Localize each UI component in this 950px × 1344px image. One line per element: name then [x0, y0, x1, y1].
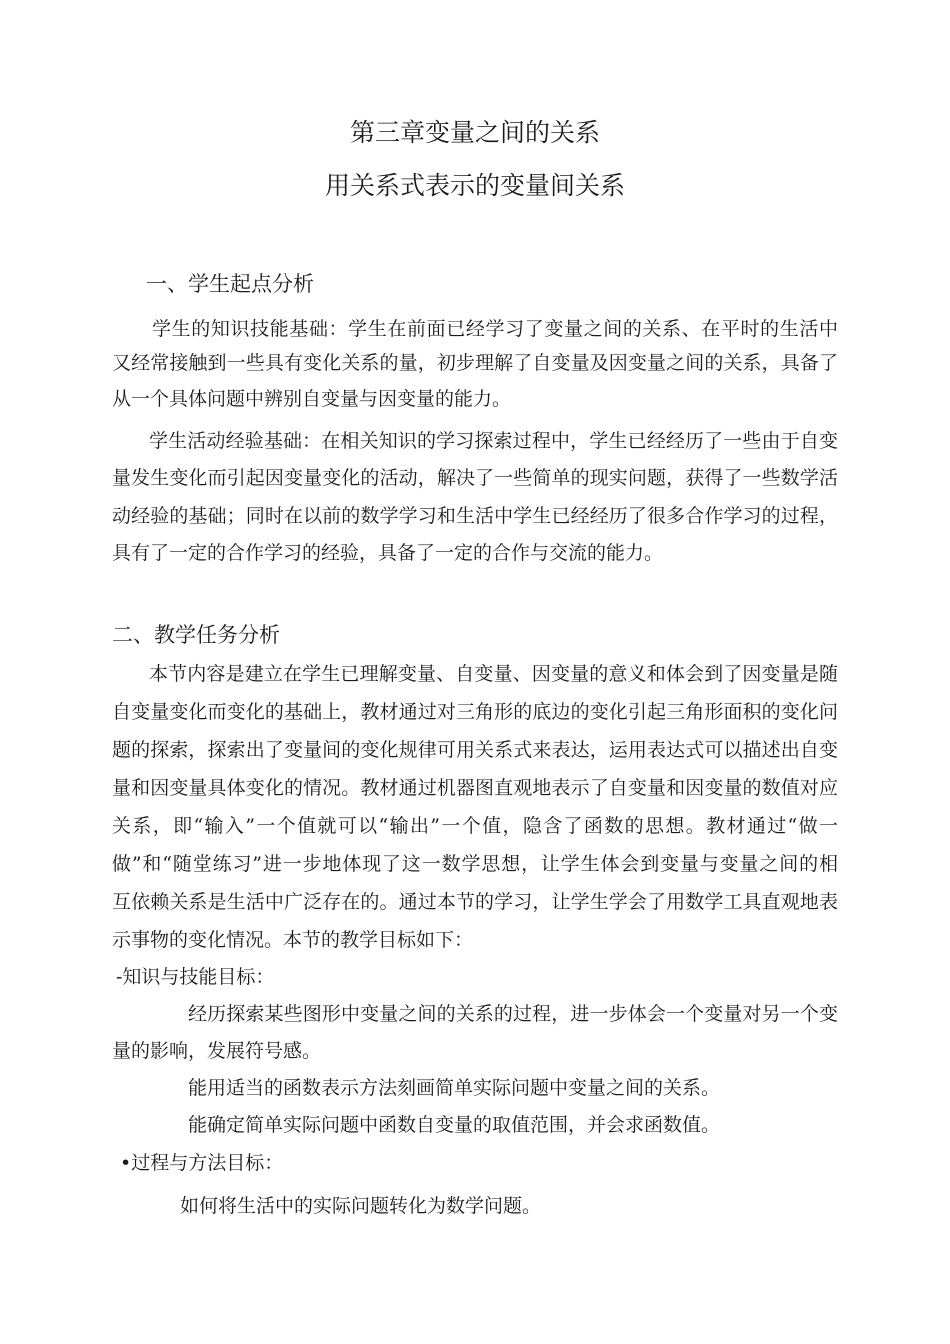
- goal-item: 能确定简单实际问题中函数自变量的取值范围，并会求函数值。: [188, 1114, 721, 1136]
- goal-item: 经历探索某些图形中变量之间的关系的过程，进一步体会一个变量对另一个变: [188, 1003, 838, 1025]
- section1-heading: 一、学生起点分析: [146, 272, 314, 296]
- paragraph-line: 题的探索，探索出了变量间的变化规律可用关系式来表达，运用表达式可以描述出自变: [112, 739, 838, 761]
- paragraph-line: 又经常接触到一些具有变化关系的量，初步理解了自变量及因变量之间的关系，具备了: [112, 352, 838, 374]
- paragraph-line: 学生活动经验基础：在相关知识的学习探索过程中，学生已经经历了一些由于自变: [149, 430, 838, 452]
- chapter-title: 第三章变量之间的关系: [349, 118, 600, 147]
- paragraph-line: 本节内容是建立在学生已理解变量、自变量、因变量的意义和体会到了因变量是随: [149, 663, 838, 685]
- section2-heading: 二、教学任务分析: [112, 623, 280, 647]
- paragraph-line: 示事物的变化情况。本节的教学目标如下：: [112, 929, 474, 951]
- paragraph-line: 量发生变化而引起因变量变化的活动，解决了一些简单的现实问题，获得了一些数学活: [112, 467, 838, 489]
- paragraph-line: 从一个具体问题中辨别自变量与因变量的能力。: [112, 388, 512, 410]
- paragraph-line: 具有了一定的合作学习的经验，具备了一定的合作与交流的能力。: [112, 542, 664, 564]
- goal-item: 量的影响，发展符号感。: [112, 1040, 322, 1062]
- goal-label-process: •过程与方法目标：: [120, 1152, 284, 1174]
- paragraph-line: 互依赖关系是生活中广泛存在的。通过本节的学习，让学生学会了用数学工具直观地表: [112, 891, 838, 913]
- goal-label-knowledge: -知识与技能目标：: [116, 966, 275, 988]
- section-title: 用关系式表示的变量间关系: [324, 171, 625, 200]
- paragraph-line: 做”和“随堂练习”进一步地体现了这一数学思想，让学生体会到变量与变量之间的相: [112, 853, 838, 875]
- paragraph-line: 量和因变量具体变化的情况。教材通过机器图直观地表示了自变量和因变量的数值对应: [112, 777, 838, 799]
- goal-item: 如何将生活中的实际问题转化为数学问题。: [180, 1195, 542, 1217]
- paragraph-line: 自变量变化而变化的基础上，教材通过对三角形的底边的变化引起三角形面积的变化问: [112, 701, 838, 723]
- goal-item: 能用适当的函数表示方法刻画简单实际问题中变量之间的关系。: [188, 1077, 721, 1099]
- paragraph-line: 学生的知识技能基础：学生在前面已经学习了变量之间的关系、在平时的生活中: [152, 318, 838, 340]
- paragraph-line: 关系，即“输入”一个值就可以“输出”一个值，隐含了函数的思想。教材通过“做一: [112, 815, 838, 837]
- paragraph-line: 动经验的基础；同时在以前的数学学习和生活中学生已经经历了很多合作学习的过程，: [112, 505, 838, 527]
